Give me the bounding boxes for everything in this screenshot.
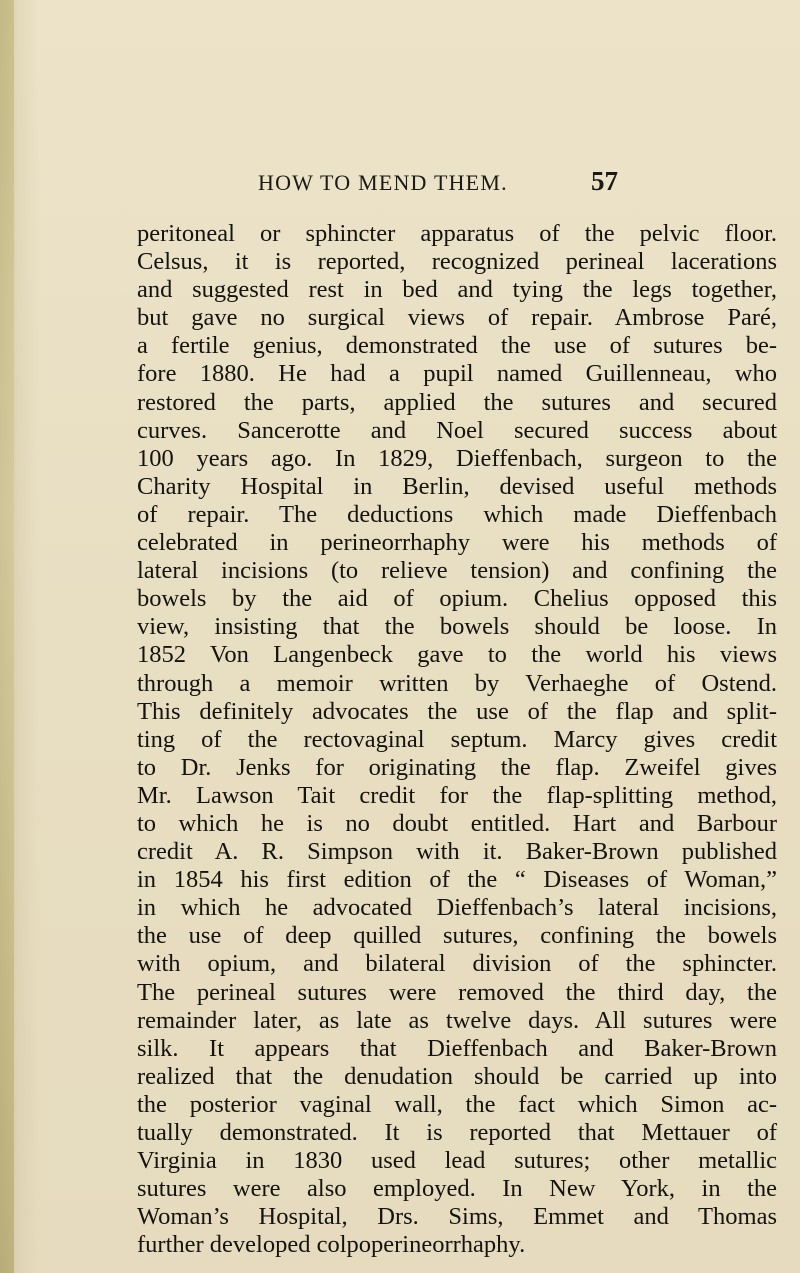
text-line: credit A. R. Simpson with it. Baker-Brown published bbox=[137, 838, 777, 866]
text-line: celebrated in perineorrhaphy were his methods of bbox=[137, 529, 777, 557]
text-line: bowels by the aid of opium. Chelius opposed this bbox=[137, 585, 777, 613]
page-number: 57 bbox=[591, 166, 618, 196]
text-line: Charity Hospital in Berlin, devised useful methods bbox=[137, 472, 777, 500]
text-line: This definitely advocates the use of the flap and split- bbox=[137, 697, 777, 725]
text-line: silk. It appears that Dieffenbach and Baker-Brown bbox=[137, 1034, 777, 1062]
running-title: HOW TO MEND THEM. bbox=[258, 170, 508, 195]
page-edge-stain bbox=[0, 0, 14, 1273]
text-line: through a memoir written by Verhaeghe of Ostend. bbox=[137, 669, 777, 697]
text-line: in 1854 his first edition of the “ Diseases of Woman,” bbox=[137, 866, 777, 894]
text-line: to which he is no doubt entitled. Hart and Barbour bbox=[137, 809, 777, 837]
text-line: restored the parts, applied the sutures and secured bbox=[137, 388, 777, 416]
text-line: the posterior vaginal wall, the fact which Simon ac- bbox=[137, 1090, 777, 1118]
text-line: peritoneal or sphincter apparatus of the pelvic floor. bbox=[137, 220, 777, 247]
text-line: 100 years ago. In 1829, Dieffenbach, surgeon to the bbox=[137, 444, 777, 472]
body-text bbox=[137, 220, 777, 1259]
text-line: with opium, and bilateral division of the sphincter. bbox=[137, 950, 777, 978]
text-line: view, insisting that the bowels should be loose. In bbox=[137, 613, 777, 641]
text-line: but gave no surgical views of repair. Ambrose Paré, bbox=[137, 304, 777, 332]
text-line: curves. Sancerotte and Noel secured success about bbox=[137, 416, 777, 444]
text-line: tually demonstrated. It is reported that Mettauer of bbox=[137, 1119, 777, 1146]
text-line: to Dr. Jenks for originating the flap. Zweifel gives bbox=[137, 753, 777, 781]
text-line: 1852 Von Langenbeck gave to the world his views bbox=[137, 641, 777, 669]
text-line: and suggested rest in bed and tying the legs together, bbox=[137, 276, 777, 304]
running-head bbox=[258, 166, 798, 200]
text-line: realized that the denudation should be carried up into bbox=[137, 1062, 777, 1090]
text-line: Mr. Lawson Tait credit for the flap-splitting method, bbox=[137, 781, 777, 809]
text-line: the use of deep quilled sutures, confining the bowels bbox=[137, 922, 777, 950]
text-line: Celsus, it is reported, recognized perineal lacerations bbox=[137, 248, 777, 276]
text-line: Woman’s Hospital, Drs. Sims, Emmet and Thomas bbox=[137, 1203, 777, 1231]
text-line: ting of the rectovaginal septum. Marcy gives credit bbox=[137, 725, 777, 753]
text-line: further developed colpoperineorrhaphy. bbox=[137, 1231, 526, 1259]
text-line: in which he advocated Dieffenbach’s lateral incisions, bbox=[137, 894, 777, 922]
text-line: The perineal sutures were removed the third day, the bbox=[137, 978, 777, 1006]
text-line: lateral incisions (to relieve tension) and confining the bbox=[137, 557, 777, 585]
text-line: sutures were also employed. In New York, in the bbox=[137, 1175, 777, 1203]
text-line: remainder later, as late as twelve days. All sutures were bbox=[137, 1006, 777, 1034]
text-line: fore 1880. He had a pupil named Guillenneau, who bbox=[137, 360, 777, 388]
text-line: a fertile genius, demonstrated the use of sutures be- bbox=[137, 332, 777, 360]
text-line: Virginia in 1830 used lead sutures; other metallic bbox=[137, 1147, 777, 1175]
text-line: of repair. The deductions which made Dieffenbach bbox=[137, 500, 777, 528]
